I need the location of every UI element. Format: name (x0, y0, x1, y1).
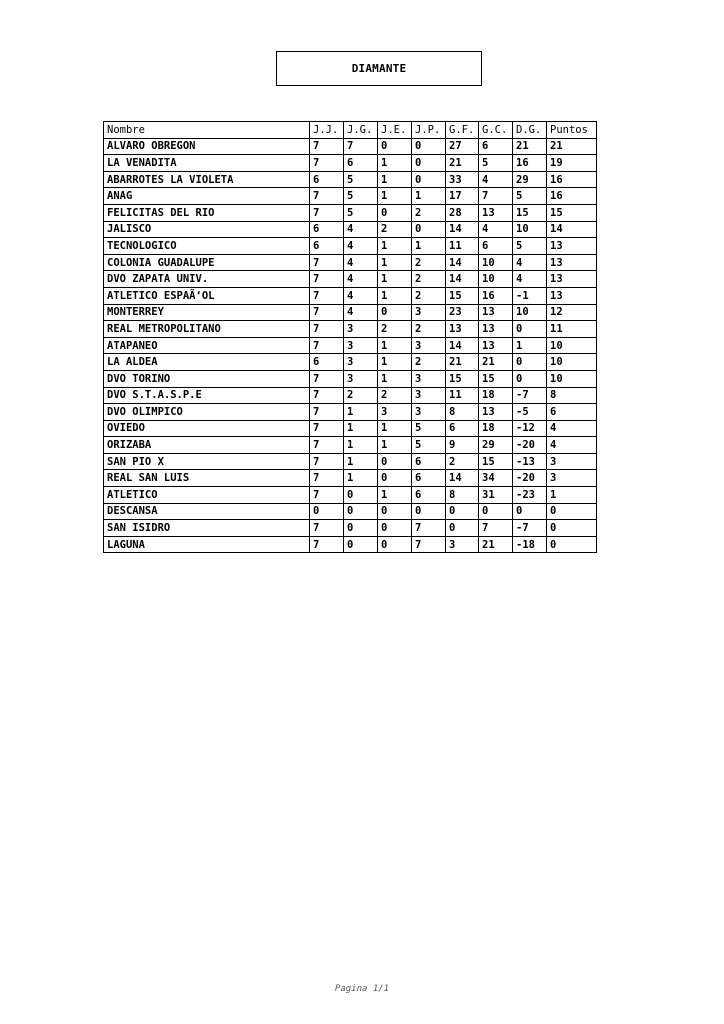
cell-je: 0 (378, 470, 412, 487)
cell-jj: 7 (310, 453, 344, 470)
cell-gc: 13 (479, 321, 513, 338)
cell-jj: 6 (310, 221, 344, 238)
cell-jj: 7 (310, 271, 344, 288)
cell-jj: 6 (310, 238, 344, 255)
cell-je: 1 (378, 487, 412, 504)
cell-jg: 1 (344, 470, 378, 487)
cell-jg: 3 (344, 370, 378, 387)
cell-jp: 0 (412, 155, 446, 172)
cell-jg: 4 (344, 221, 378, 238)
cell-gf: 11 (446, 238, 479, 255)
table-row (104, 404, 597, 421)
cell-dg: 0 (513, 321, 547, 338)
cell-puntos: 0 (547, 503, 597, 520)
cell-dg: 15 (513, 204, 547, 221)
cell-jg: 1 (344, 420, 378, 437)
cell-puntos: 8 (547, 387, 597, 404)
cell-gf: 13 (446, 321, 479, 338)
cell-jg: 5 (344, 188, 378, 205)
cell-puntos: 0 (547, 520, 597, 537)
table-row (104, 520, 597, 537)
cell-jp: 3 (412, 387, 446, 404)
table-row (104, 171, 597, 188)
cell-jp: 3 (412, 404, 446, 421)
table-row (104, 221, 597, 238)
cell-jg: 4 (344, 287, 378, 304)
cell-jp: 2 (412, 321, 446, 338)
cell-gc: 21 (479, 354, 513, 371)
cell-team-name: DVO ZAPATA UNIV. (104, 271, 310, 288)
cell-puntos: 19 (547, 155, 597, 172)
cell-gc: 7 (479, 520, 513, 537)
cell-dg: -5 (513, 404, 547, 421)
cell-gc: 21 (479, 536, 513, 553)
cell-gc: 13 (479, 337, 513, 354)
cell-dg: -13 (513, 453, 547, 470)
cell-gc: 13 (479, 304, 513, 321)
cell-puntos: 10 (547, 337, 597, 354)
table-row (104, 487, 597, 504)
cell-dg: 29 (513, 171, 547, 188)
table-row (104, 536, 597, 553)
cell-team-name: ORIZABA (104, 437, 310, 454)
cell-dg: -7 (513, 387, 547, 404)
cell-jj: 7 (310, 304, 344, 321)
cell-jp: 0 (412, 503, 446, 520)
cell-gf: 2 (446, 453, 479, 470)
cell-je: 0 (378, 503, 412, 520)
table-row (104, 238, 597, 255)
cell-je: 1 (378, 437, 412, 454)
cell-gc: 18 (479, 387, 513, 404)
cell-jj: 7 (310, 487, 344, 504)
cell-je: 0 (378, 138, 412, 155)
column-header-name: Nombre (104, 122, 310, 139)
cell-jj: 7 (310, 204, 344, 221)
table-row (104, 304, 597, 321)
page-title-text: DIAMANTE (351, 62, 407, 75)
cell-je: 2 (378, 221, 412, 238)
cell-team-name: LA ALDEA (104, 354, 310, 371)
cell-dg: -12 (513, 420, 547, 437)
cell-gc: 4 (479, 171, 513, 188)
cell-puntos: 3 (547, 470, 597, 487)
cell-gf: 21 (446, 354, 479, 371)
cell-je: 0 (378, 204, 412, 221)
cell-dg: -23 (513, 487, 547, 504)
cell-dg: 4 (513, 254, 547, 271)
cell-je: 1 (378, 171, 412, 188)
cell-puntos: 3 (547, 453, 597, 470)
cell-dg: -18 (513, 536, 547, 553)
cell-jg: 3 (344, 337, 378, 354)
column-header-je: J.E. (378, 122, 412, 139)
cell-gf: 14 (446, 254, 479, 271)
cell-jp: 6 (412, 487, 446, 504)
cell-dg: 1 (513, 337, 547, 354)
cell-gc: 7 (479, 188, 513, 205)
cell-jj: 7 (310, 287, 344, 304)
cell-jp: 2 (412, 287, 446, 304)
cell-je: 1 (378, 354, 412, 371)
cell-jj: 7 (310, 520, 344, 537)
column-header-dg: D.G. (513, 122, 547, 139)
cell-jj: 0 (310, 503, 344, 520)
table-row (104, 155, 597, 172)
cell-gf: 8 (446, 404, 479, 421)
table-row (104, 503, 597, 520)
cell-dg: 21 (513, 138, 547, 155)
column-header-gc: G.C. (479, 122, 513, 139)
cell-jg: 4 (344, 271, 378, 288)
cell-je: 1 (378, 238, 412, 255)
cell-jp: 0 (412, 138, 446, 155)
cell-gc: 6 (479, 238, 513, 255)
cell-team-name: ATAPANEO (104, 337, 310, 354)
cell-jj: 6 (310, 171, 344, 188)
cell-je: 0 (378, 304, 412, 321)
cell-dg: 16 (513, 155, 547, 172)
cell-je: 1 (378, 271, 412, 288)
cell-puntos: 12 (547, 304, 597, 321)
cell-jp: 7 (412, 536, 446, 553)
cell-gf: 8 (446, 487, 479, 504)
cell-gf: 21 (446, 155, 479, 172)
cell-jj: 7 (310, 370, 344, 387)
cell-team-name: ANAG (104, 188, 310, 205)
cell-jp: 5 (412, 420, 446, 437)
cell-jp: 6 (412, 453, 446, 470)
cell-dg: -20 (513, 470, 547, 487)
table-row (104, 437, 597, 454)
cell-jg: 3 (344, 321, 378, 338)
cell-team-name: REAL METROPOLITANO (104, 321, 310, 338)
standings-table (103, 121, 597, 553)
table-row (104, 453, 597, 470)
cell-team-name: ATLETICO ESPAÃ‘OL (104, 287, 310, 304)
cell-je: 0 (378, 536, 412, 553)
cell-puntos: 13 (547, 254, 597, 271)
cell-je: 1 (378, 254, 412, 271)
cell-je: 1 (378, 337, 412, 354)
cell-puntos: 13 (547, 287, 597, 304)
cell-jg: 1 (344, 453, 378, 470)
cell-gf: 14 (446, 221, 479, 238)
cell-puntos: 13 (547, 271, 597, 288)
cell-gf: 0 (446, 503, 479, 520)
table-row (104, 204, 597, 221)
cell-team-name: TECNOLOGICO (104, 238, 310, 255)
cell-puntos: 1 (547, 487, 597, 504)
cell-je: 2 (378, 387, 412, 404)
cell-jj: 6 (310, 354, 344, 371)
table-row (104, 138, 597, 155)
cell-team-name: MONTERREY (104, 304, 310, 321)
cell-je: 3 (378, 404, 412, 421)
cell-jp: 2 (412, 271, 446, 288)
cell-je: 1 (378, 188, 412, 205)
cell-jj: 7 (310, 420, 344, 437)
cell-puntos: 4 (547, 420, 597, 437)
cell-gf: 15 (446, 370, 479, 387)
cell-jg: 7 (344, 138, 378, 155)
cell-team-name: LA VENADITA (104, 155, 310, 172)
cell-je: 1 (378, 155, 412, 172)
cell-team-name: SAN PIO X (104, 453, 310, 470)
cell-jg: 2 (344, 387, 378, 404)
cell-dg: 5 (513, 188, 547, 205)
cell-gf: 14 (446, 337, 479, 354)
cell-gf: 28 (446, 204, 479, 221)
cell-gc: 10 (479, 254, 513, 271)
cell-gf: 3 (446, 536, 479, 553)
cell-je: 0 (378, 520, 412, 537)
cell-dg: 10 (513, 304, 547, 321)
cell-team-name: COLONIA GUADALUPE (104, 254, 310, 271)
cell-gc: 18 (479, 420, 513, 437)
table-row (104, 354, 597, 371)
cell-je: 2 (378, 321, 412, 338)
cell-jp: 3 (412, 304, 446, 321)
cell-jj: 7 (310, 188, 344, 205)
cell-gf: 11 (446, 387, 479, 404)
cell-jp: 2 (412, 354, 446, 371)
cell-dg: 0 (513, 370, 547, 387)
cell-gc: 13 (479, 404, 513, 421)
table-row (104, 271, 597, 288)
cell-je: 1 (378, 370, 412, 387)
page-footer: Pagina 1/1 (334, 984, 390, 994)
table-row (104, 337, 597, 354)
cell-gc: 15 (479, 370, 513, 387)
table-row (104, 188, 597, 205)
cell-gf: 14 (446, 470, 479, 487)
cell-team-name: ALVARO OBREGON (104, 138, 310, 155)
cell-dg: -1 (513, 287, 547, 304)
column-header-jj: J.J. (310, 122, 344, 139)
cell-gf: 0 (446, 520, 479, 537)
table-header-row (104, 122, 597, 139)
cell-jj: 7 (310, 437, 344, 454)
cell-puntos: 15 (547, 204, 597, 221)
cell-puntos: 10 (547, 370, 597, 387)
cell-puntos: 21 (547, 138, 597, 155)
table-row (104, 420, 597, 437)
cell-jp: 3 (412, 370, 446, 387)
cell-jj: 7 (310, 387, 344, 404)
cell-jj: 7 (310, 138, 344, 155)
cell-dg: -20 (513, 437, 547, 454)
cell-jj: 7 (310, 470, 344, 487)
cell-jj: 7 (310, 337, 344, 354)
table-row (104, 254, 597, 271)
cell-gc: 13 (479, 204, 513, 221)
cell-puntos: 13 (547, 238, 597, 255)
cell-puntos: 4 (547, 437, 597, 454)
table-row (104, 287, 597, 304)
cell-jg: 3 (344, 354, 378, 371)
column-header-gf: G.F. (446, 122, 479, 139)
cell-jp: 0 (412, 171, 446, 188)
cell-dg: 10 (513, 221, 547, 238)
cell-gc: 5 (479, 155, 513, 172)
cell-dg: -7 (513, 520, 547, 537)
cell-gc: 15 (479, 453, 513, 470)
cell-jg: 0 (344, 487, 378, 504)
cell-jp: 2 (412, 204, 446, 221)
table-row (104, 370, 597, 387)
cell-team-name: LAGUNA (104, 536, 310, 553)
cell-jj: 7 (310, 254, 344, 271)
cell-jj: 7 (310, 404, 344, 421)
cell-jp: 0 (412, 221, 446, 238)
cell-gc: 6 (479, 138, 513, 155)
cell-jg: 5 (344, 171, 378, 188)
cell-puntos: 0 (547, 536, 597, 553)
cell-gf: 17 (446, 188, 479, 205)
cell-jj: 7 (310, 321, 344, 338)
cell-jg: 6 (344, 155, 378, 172)
cell-team-name: OVIEDO (104, 420, 310, 437)
cell-gf: 14 (446, 271, 479, 288)
cell-puntos: 11 (547, 321, 597, 338)
cell-team-name: DVO TORINO (104, 370, 310, 387)
cell-je: 0 (378, 453, 412, 470)
cell-gc: 4 (479, 221, 513, 238)
cell-gf: 27 (446, 138, 479, 155)
cell-gc: 16 (479, 287, 513, 304)
cell-jg: 1 (344, 404, 378, 421)
cell-gf: 9 (446, 437, 479, 454)
cell-jg: 4 (344, 254, 378, 271)
cell-jp: 3 (412, 337, 446, 354)
cell-team-name: SAN ISIDRO (104, 520, 310, 537)
cell-jp: 1 (412, 238, 446, 255)
column-header-puntos: Puntos (547, 122, 597, 139)
cell-puntos: 14 (547, 221, 597, 238)
cell-jg: 0 (344, 536, 378, 553)
page-title (276, 51, 482, 86)
cell-puntos: 6 (547, 404, 597, 421)
cell-jp: 7 (412, 520, 446, 537)
cell-puntos: 10 (547, 354, 597, 371)
cell-gc: 29 (479, 437, 513, 454)
cell-jg: 4 (344, 238, 378, 255)
cell-gc: 34 (479, 470, 513, 487)
cell-team-name: ABARROTES LA VIOLETA (104, 171, 310, 188)
cell-gf: 33 (446, 171, 479, 188)
cell-team-name: DVO S.T.A.S.P.E (104, 387, 310, 404)
cell-team-name: DESCANSA (104, 503, 310, 520)
cell-team-name: REAL SAN LUIS (104, 470, 310, 487)
cell-puntos: 16 (547, 188, 597, 205)
cell-jp: 1 (412, 188, 446, 205)
cell-gf: 15 (446, 287, 479, 304)
table-row (104, 387, 597, 404)
cell-gc: 31 (479, 487, 513, 504)
cell-dg: 5 (513, 238, 547, 255)
cell-team-name: JALISCO (104, 221, 310, 238)
cell-gf: 6 (446, 420, 479, 437)
cell-jj: 7 (310, 536, 344, 553)
cell-team-name: FELICITAS DEL RIO (104, 204, 310, 221)
cell-team-name: ATLETICO (104, 487, 310, 504)
cell-jp: 2 (412, 254, 446, 271)
table-row (104, 321, 597, 338)
table-row (104, 470, 597, 487)
cell-team-name: DVO OLIMPICO (104, 404, 310, 421)
cell-jp: 5 (412, 437, 446, 454)
cell-dg: 0 (513, 354, 547, 371)
cell-jg: 1 (344, 437, 378, 454)
cell-gc: 0 (479, 503, 513, 520)
cell-jp: 6 (412, 470, 446, 487)
cell-gc: 10 (479, 271, 513, 288)
cell-jg: 5 (344, 204, 378, 221)
column-header-jp: J.P. (412, 122, 446, 139)
cell-jj: 7 (310, 155, 344, 172)
cell-dg: 4 (513, 271, 547, 288)
column-header-jg: J.G. (344, 122, 378, 139)
cell-je: 1 (378, 420, 412, 437)
table-body (104, 138, 597, 553)
cell-dg: 0 (513, 503, 547, 520)
cell-gf: 23 (446, 304, 479, 321)
cell-je: 1 (378, 287, 412, 304)
cell-jg: 0 (344, 520, 378, 537)
cell-jg: 0 (344, 503, 378, 520)
cell-puntos: 16 (547, 171, 597, 188)
cell-jg: 4 (344, 304, 378, 321)
